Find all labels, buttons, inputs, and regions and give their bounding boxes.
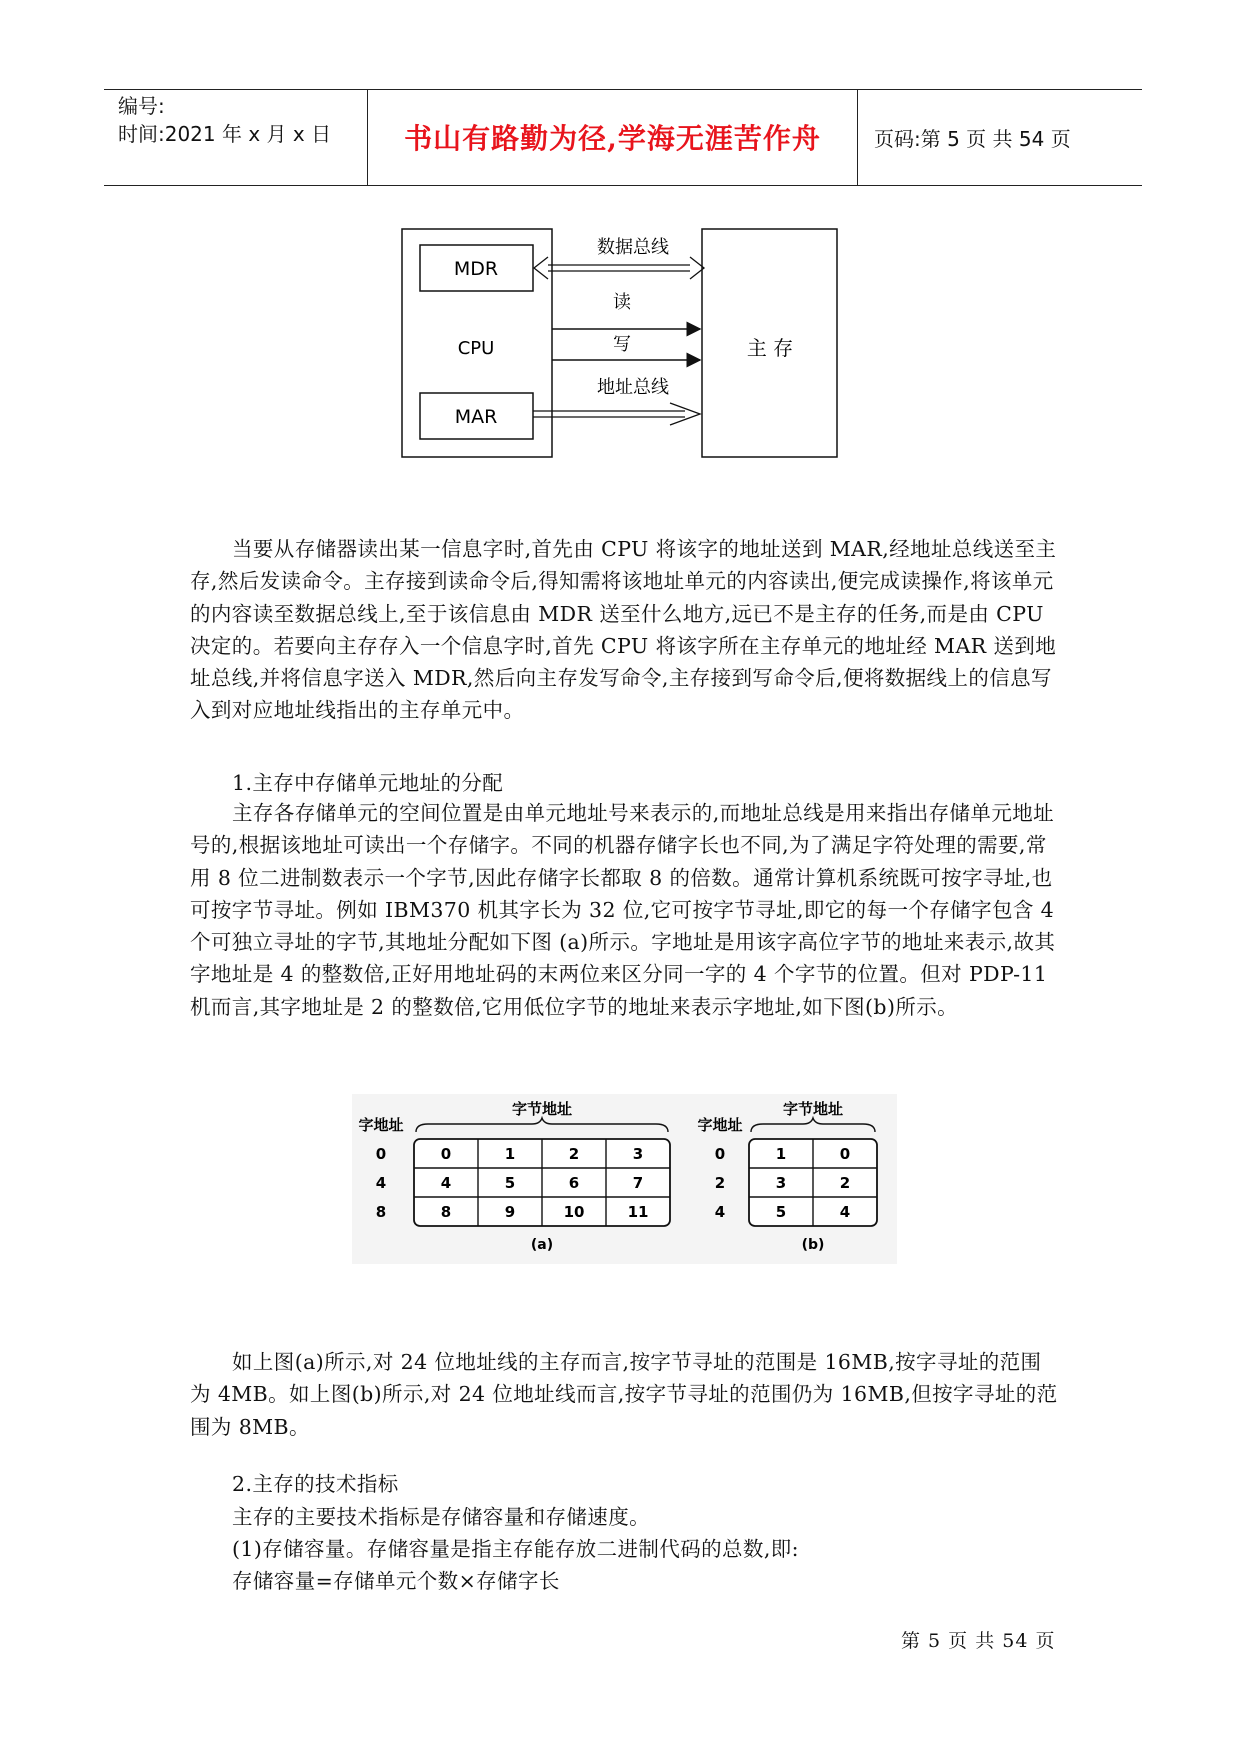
address-allocation-diagram (352, 1094, 897, 1264)
storage-capacity-formula: 存储容量=存储单元个数×存储字长 (232, 1569, 560, 1593)
table-b-byte-cell: 2 (839, 1174, 851, 1192)
write-label: 写 (613, 334, 631, 355)
paragraph-address-range (190, 1346, 1060, 1443)
table-a-byte-cell: 4 (440, 1174, 452, 1192)
table-a-byte-cell: 0 (440, 1145, 452, 1163)
table-b-word-address: 2 (714, 1174, 726, 1192)
paragraph-read-write (190, 533, 1060, 727)
page-footer: 第 5 页 共 54 页 (901, 1630, 1056, 1652)
header-meta (118, 92, 331, 148)
table-a-word-address: 4 (375, 1174, 387, 1192)
table-a-byte-cell: 9 (504, 1203, 516, 1221)
storage-capacity-definition: (1)存储容量。存储容量是指主存能存放二进制代码的总数,即: (232, 1537, 799, 1561)
table-a-byte-cell: 10 (563, 1203, 585, 1221)
table-a-word-address-label: 字地址 (358, 1116, 404, 1134)
table-a-byte-cell: 5 (504, 1174, 516, 1192)
mar-label: MAR (454, 406, 498, 428)
header-divider (857, 90, 858, 185)
table-a-caption: (a) (530, 1237, 554, 1253)
table-b-byte-cell: 0 (839, 1145, 851, 1163)
table-b-caption: (b) (801, 1237, 825, 1253)
header-motto: 书山有路勤为径,学海无涯苦作舟 (404, 122, 821, 155)
paragraph-read-write-text: 当要从存储器读出某一信息字时,首先由 CPU 将该字的地址送到 MAR,经地址总线送至主存,然后发读命令。主存接到读命令后,得知需将该地址单元的内容读出,便完成读操作,将该单元的内容读至数据总线上,至于该信息由 MDR 送至什么地方,远已不是主存的任务,而是由 CPU 决定的。若要向主存存入一个信息字时,首先 CPU 将该字所在主存单元的地址经 MAR 送到地址总线,并将信息字送入 MDR,然后向主存发写命令,主存接到写命令后,便将数据线上的信息写入到对应地址线指出的主存单元中。 (190, 537, 1057, 723)
paragraph-address-allocation (190, 797, 1060, 1023)
table-a-byte-cell: 7 (632, 1174, 644, 1192)
section-title-tech-specs: 2.主存的技术指标 (232, 1472, 399, 1496)
table-a-byte-cell: 8 (440, 1203, 452, 1221)
address-bus-label: 地址总线 (597, 377, 669, 398)
table-a-byte-cell: 6 (568, 1174, 580, 1192)
table-b-word-address-label: 字地址 (697, 1116, 743, 1134)
table-b-byte-cell: 5 (775, 1203, 787, 1221)
cpu-memory-diagram (400, 225, 840, 460)
table-a-word-address: 8 (375, 1203, 387, 1221)
number-label: 编号: (118, 94, 165, 118)
table-b-byte-cell: 3 (775, 1174, 787, 1192)
mdr-label: MDR (453, 258, 499, 280)
table-b-word-address: 4 (714, 1203, 726, 1221)
page-header (104, 89, 1142, 186)
main-memory-label: 主 存 (746, 336, 794, 360)
paragraph-address-allocation-text: 主存各存储单元的空间位置是由单元地址号来表示的,而地址总线是用来指出存储单元地址号的,根据该地址可读出一个存储字。不同的机器存储字长也不同,为了满足字符处理的需要,常用 8 位二进制数表示一个字节,因此存储字长都取 8 的倍数。通常计算机系统既可按字寻址,也可按字节寻址。例如 IBM370 机其字长为 32 位,它可按字节寻址,即它的每一个存储字包含 4 个可独立寻址的字节,其地址分配如下图 (a)所示。字地址是用该字高位字节的地址来表示,故其字地址是 4 的整数倍,正好用地址码的末两位来区分同一字的 4 个字节的位置。但对 PDP-11 机而言,其字地址是 2 的整数倍,它用低位字节的地址来表示字地址,如下图(b)所示。 (190, 801, 1056, 1019)
header-page-info: 页码:第 5 页 共 54 页 (874, 127, 1071, 151)
table-a-word-address: 0 (375, 1145, 387, 1163)
data-bus-arrow (534, 257, 704, 279)
table-b-byte-cell: 4 (839, 1203, 851, 1221)
section-title-address-allocation: 1.主存中存储单元地址的分配 (232, 771, 504, 795)
table-a-byte-cell: 1 (504, 1145, 516, 1163)
tech-specs-intro: 主存的主要技术指标是存储容量和存储速度。 (232, 1505, 650, 1529)
table-b-byte-cell: 1 (775, 1145, 787, 1163)
address-bus-arrow (533, 403, 700, 425)
table-b-byte-address-label: 字节地址 (782, 1100, 844, 1118)
table-a-byte-cell: 3 (632, 1145, 644, 1163)
paragraph-address-range-text: 如上图(a)所示,对 24 位地址线的主存而言,按字节寻址的范围是 16MB,按字寻址的范围为 4MB。如上图(b)所示,对 24 位地址线而言,按字节寻址的范围仍为 16MB,但按字寻址的范围为 8MB。 (190, 1350, 1058, 1439)
table-b-word-address: 0 (714, 1145, 726, 1163)
read-label: 读 (613, 292, 631, 313)
data-bus-label: 数据总线 (597, 237, 669, 258)
cpu-label: CPU (457, 338, 495, 359)
time-label: 时间:2021 年 x 月 x 日 (118, 122, 332, 146)
table-a-byte-cell: 2 (568, 1145, 580, 1163)
table-a-byte-cell: 11 (627, 1203, 649, 1221)
table-a-byte-address-label: 字节地址 (511, 1100, 573, 1118)
